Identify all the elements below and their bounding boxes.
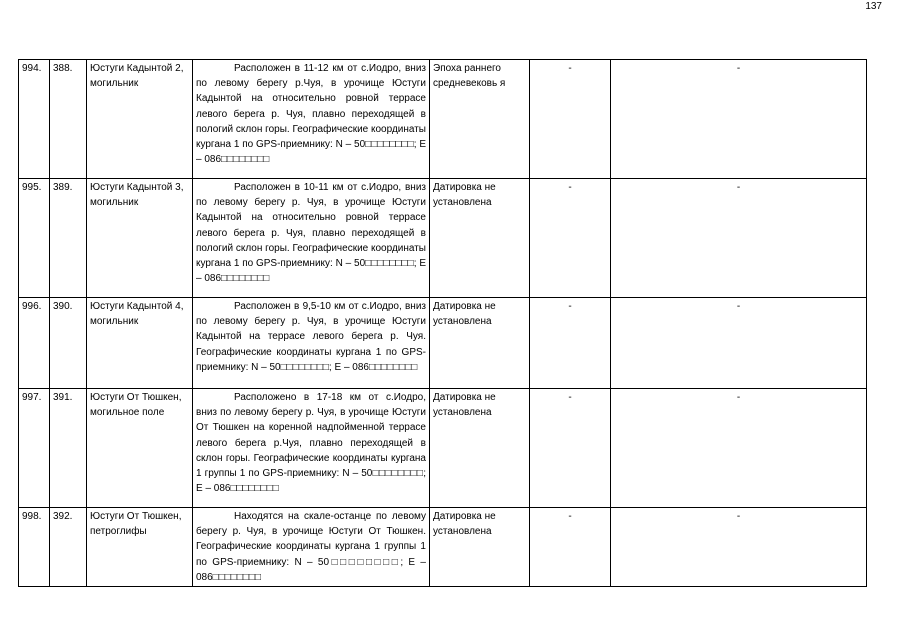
monument-name: Юстуги Кадынтой 4, могильник	[87, 298, 193, 389]
table-row	[19, 508, 867, 587]
table-row	[19, 298, 867, 389]
column-7-value: -	[611, 179, 867, 298]
column-6-value: -	[530, 389, 611, 508]
monuments-table	[18, 59, 867, 587]
monument-description-cell	[193, 508, 430, 587]
monument-dating: Датировка не установлена	[430, 389, 530, 508]
monument-dating: Датировка не установлена	[430, 298, 530, 389]
monument-description: Расположен в 11-12 км от с.Иодро, вниз по левому берегу р.Чуя, в урочище Юстуги Кадынтой на относительно ровной террасе левого берега р. Чуя, плавно переходящей в пологий склон горы. Географические координаты кургана 1 по GPS-приемнику: N – 50□□□□□□□□; E – 086□□□□□□□□	[196, 63, 426, 166]
page-number: 137	[865, 1, 882, 12]
column-7-value: -	[611, 298, 867, 389]
row-sub-number: 390.	[50, 298, 87, 389]
monument-description: Расположен в 9,5-10 км от с.Иодро, вниз по левому берегу р. Чуя, в урочище Юстуги Кадынтой на террасе левого берега р. Чуя. Географические координаты кургана 1 по GPS-приемнику: N – 50□□□□□□□□; E – 086□□□□□□□□	[196, 301, 426, 373]
monument-description: Расположен в 10-11 км от с.Иодро, вниз по левому берегу р. Чуя, в урочище Юстуги Кадынтой на относительно ровной террасе левого берега р. Чуя, плавно переходящей в пологий склон горы. Географические координаты кургана 1 по GPS-приемнику: N – 50□□□□□□□□; E – 086□□□□□□□□	[196, 182, 426, 285]
monument-dating: Датировка не установлена	[430, 179, 530, 298]
row-sub-number: 388.	[50, 60, 87, 179]
column-7-value: -	[611, 508, 867, 587]
column-6-value: -	[530, 298, 611, 389]
row-sub-number: 389.	[50, 179, 87, 298]
monument-name: Юстуги Кадынтой 2, могильник	[87, 60, 193, 179]
table-row	[19, 389, 867, 508]
row-number: 994.	[19, 60, 50, 179]
monument-name: Юстуги От Тюшкен, петроглифы	[87, 508, 193, 587]
column-6-value: -	[530, 508, 611, 587]
monument-description: Находятся на скале-останце по левому берегу р. Чуя, в урочище Юстуги От Тюшкен. Географические координаты кургана 1 группы 1 по GPS-приемнику: N – 50□□□□□□□□; E – 086□□□□□□□□	[196, 511, 426, 583]
row-number: 995.	[19, 179, 50, 298]
monument-name: Юстуги Кадынтой 3, могильник	[87, 179, 193, 298]
row-sub-number: 392.	[50, 508, 87, 587]
table-row	[19, 179, 867, 298]
column-7-value: -	[611, 60, 867, 179]
monument-dating: Эпоха раннего средневековь я	[430, 60, 530, 179]
row-number: 997.	[19, 389, 50, 508]
monument-description: Расположено в 17-18 км от с.Иодро, вниз по левому берегу р. Чуя, в урочище Юстуги От Тюшкен на коренной надпойменной террасе левого берега р.Чуя, плавно переходящей в склон горы. Географические координаты кургана 1 группы 1 по GPS-приемнику: N – 50□□□□□□□□; E – 086□□□□□□□□	[196, 392, 426, 495]
monument-name: Юстуги От Тюшкен, могильное поле	[87, 389, 193, 508]
monument-description-cell	[193, 298, 430, 389]
row-number: 998.	[19, 508, 50, 587]
row-number: 996.	[19, 298, 50, 389]
row-sub-number: 391.	[50, 389, 87, 508]
column-6-value: -	[530, 60, 611, 179]
monument-description-cell	[193, 179, 430, 298]
monument-dating: Датировка не установлена	[430, 508, 530, 587]
column-6-value: -	[530, 179, 611, 298]
monument-description-cell	[193, 389, 430, 508]
table-row	[19, 60, 867, 179]
column-7-value: -	[611, 389, 867, 508]
monument-description-cell	[193, 60, 430, 179]
